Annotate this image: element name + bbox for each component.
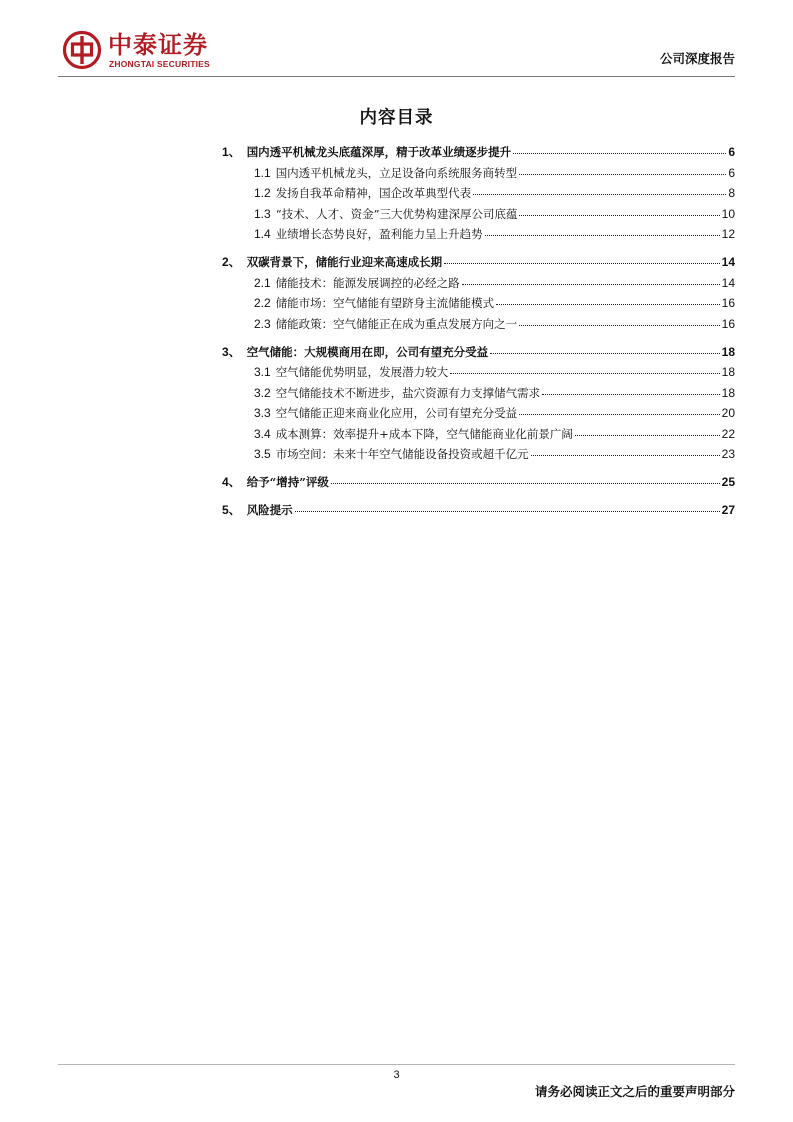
toc-dot-leader bbox=[295, 510, 720, 512]
toc-entry-page: 10 bbox=[721, 206, 735, 221]
toc-entry-page: 6 bbox=[728, 145, 735, 159]
page-number: 3 bbox=[393, 1069, 400, 1081]
toc-entry-page: 22 bbox=[721, 426, 735, 441]
toc-dot-leader bbox=[519, 173, 726, 175]
toc-dot-leader bbox=[450, 372, 719, 374]
toc-entry-page: 18 bbox=[721, 365, 735, 379]
toc-entry-number: 1、 bbox=[222, 145, 241, 159]
toc-entry-title: 空气储能正迎来商业化应用，公司有望充分受益 bbox=[275, 406, 518, 420]
toc-section-entry[interactable] bbox=[254, 406, 735, 422]
toc-entry-number: 3、 bbox=[222, 344, 241, 359]
toc-dot-leader bbox=[513, 152, 726, 154]
toc-entry-title: 空气储能优势明显，发展潜力较大 bbox=[275, 365, 449, 379]
toc-entry-title: 风险提示 bbox=[246, 503, 293, 517]
toc-dot-leader bbox=[490, 352, 719, 354]
toc-chapter-entry[interactable] bbox=[222, 255, 735, 271]
toc-entry-title: 储能政策：空气储能正在成为重点发展方向之一 bbox=[275, 316, 518, 331]
toc-entry-number: 1.1 bbox=[254, 165, 271, 180]
toc-chapter-entry[interactable] bbox=[222, 345, 735, 361]
toc-entry-title: 空气储能技术不断进步，盐穴资源有力支撑储气需求 bbox=[275, 385, 541, 400]
toc-section-entry[interactable] bbox=[254, 447, 735, 463]
toc-entry-page: 6 bbox=[728, 165, 735, 180]
toc-entry-title: 给予“增持”评级 bbox=[246, 475, 329, 489]
toc-entry-number: 3.5 bbox=[254, 447, 271, 461]
toc-dot-leader bbox=[496, 303, 719, 305]
toc-entry-title: 双碳背景下，储能行业迎来高速成长期 bbox=[246, 255, 443, 269]
toc-entry-page: 27 bbox=[721, 503, 735, 517]
toc-entry-title: 储能技术：能源发展调控的必经之路 bbox=[275, 275, 460, 290]
toc-dot-leader bbox=[444, 262, 719, 264]
toc-section-entry[interactable] bbox=[254, 317, 735, 333]
toc-dot-leader bbox=[331, 482, 720, 484]
toc-dot-leader bbox=[519, 413, 719, 415]
toc-entry-number: 1.3 bbox=[254, 206, 271, 221]
toc-section-entry[interactable] bbox=[254, 296, 735, 312]
toc-dot-leader bbox=[542, 393, 719, 395]
toc-entry-number: 1.4 bbox=[254, 227, 271, 241]
toc-section-entry[interactable] bbox=[254, 386, 735, 402]
toc-entry-page: 14 bbox=[721, 255, 735, 269]
toc-entry-number: 2.3 bbox=[254, 316, 271, 331]
toc-chapter-entry[interactable] bbox=[222, 145, 735, 161]
logo-chinese-name: 中泰证券 bbox=[108, 31, 208, 59]
toc-entry-page: 12 bbox=[721, 227, 735, 241]
toc-entry-page: 16 bbox=[721, 316, 735, 331]
toc-entry-page: 18 bbox=[721, 385, 735, 400]
toc-dot-leader bbox=[519, 324, 719, 326]
logo-english-name: ZHONGTAI SECURITIES bbox=[109, 59, 210, 69]
toc-entry-title: 成本测算：效率提升+成本下降，空气储能商业化前景广阔 bbox=[275, 426, 573, 441]
toc-section-entry[interactable] bbox=[254, 227, 735, 243]
toc-section-entry[interactable] bbox=[254, 427, 735, 443]
footer-divider bbox=[58, 1064, 735, 1065]
toc-dot-leader bbox=[473, 193, 726, 195]
toc-entry-title: 空气储能：大规模商用在即，公司有望充分受益 bbox=[246, 344, 489, 359]
toc-entry-number: 3.1 bbox=[254, 365, 271, 379]
toc-entry-number: 2.2 bbox=[254, 296, 271, 310]
toc-entry-title: 业绩增长态势良好，盈利能力呈上升趋势 bbox=[275, 227, 483, 241]
toc-entry-page: 8 bbox=[728, 186, 735, 200]
report-type-label: 公司深度报告 bbox=[659, 51, 735, 66]
toc-entry-number: 3.2 bbox=[254, 385, 271, 400]
toc-entry-title: “技术、人才、资金”三大优势构建深厚公司底蕴 bbox=[275, 206, 518, 221]
toc-entry-number: 3.4 bbox=[254, 426, 271, 441]
toc-section-entry[interactable] bbox=[254, 186, 735, 202]
toc-title: 内容目录 bbox=[359, 108, 434, 128]
toc-entry-title: 发扬自我革命精神，国企改革典型代表 bbox=[275, 186, 472, 200]
toc-entry-page: 20 bbox=[721, 406, 735, 420]
toc-section-entry[interactable] bbox=[254, 207, 735, 223]
toc-dot-leader bbox=[462, 283, 720, 285]
toc-entry-title: 国内透平机械龙头底蕴深厚，精于改革业绩逐步提升 bbox=[246, 145, 512, 159]
toc-dot-leader bbox=[531, 454, 720, 456]
toc-entry-page: 16 bbox=[721, 296, 735, 310]
toc-section-entry[interactable] bbox=[254, 365, 735, 381]
toc-entry-number: 5、 bbox=[222, 503, 241, 517]
toc-entry-page: 14 bbox=[721, 275, 735, 290]
toc-section-entry[interactable] bbox=[254, 166, 735, 182]
toc-entry-title: 市场空间：未来十年空气储能设备投资或超千亿元 bbox=[275, 447, 529, 461]
toc-section-entry[interactable] bbox=[254, 276, 735, 292]
toc-dot-leader bbox=[485, 234, 720, 236]
footer-disclaimer: 请务必阅读正文之后的重要声明部分 bbox=[534, 1084, 735, 1099]
toc-entry-number: 1.2 bbox=[254, 186, 271, 200]
toc-entry-number: 2、 bbox=[222, 255, 241, 269]
header-divider bbox=[58, 76, 735, 77]
toc-dot-leader bbox=[575, 434, 720, 436]
toc-entry-title: 储能市场：空气储能有望跻身主流储能模式 bbox=[275, 296, 495, 310]
toc-entry-title: 国内透平机械龙头，立足设备向系统服务商转型 bbox=[275, 165, 518, 180]
toc-entry-page: 23 bbox=[721, 447, 735, 461]
zhongtai-logo-icon bbox=[62, 30, 102, 70]
toc-entry-number: 3.3 bbox=[254, 406, 271, 420]
toc-dot-leader bbox=[519, 214, 719, 216]
toc-entry-page: 25 bbox=[721, 475, 735, 489]
company-logo bbox=[62, 30, 232, 72]
toc-entry-number: 4、 bbox=[222, 475, 241, 489]
page-header bbox=[0, 0, 793, 80]
toc-chapter-entry[interactable] bbox=[222, 475, 735, 491]
toc-entry-number: 2.1 bbox=[254, 275, 271, 290]
toc-entry-page: 18 bbox=[721, 344, 735, 359]
toc-chapter-entry[interactable] bbox=[222, 503, 735, 519]
